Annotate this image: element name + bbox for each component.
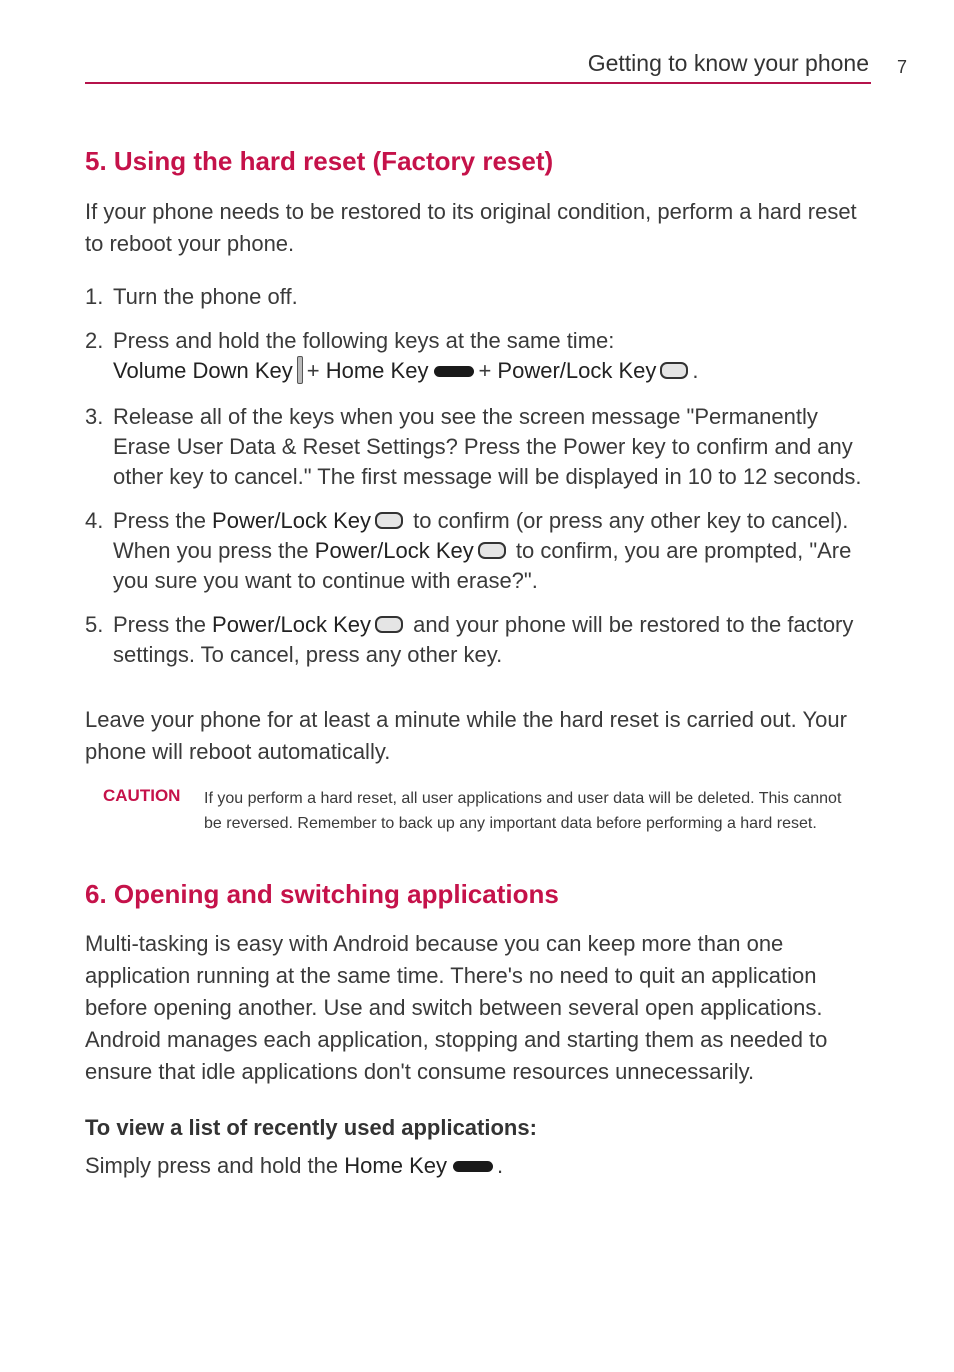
- section-6-title: 6. Opening and switching applications: [85, 879, 559, 909]
- section-5-title: 5. Using the hard reset (Factory reset): [85, 146, 554, 176]
- home-key-label: Home Key: [325, 358, 429, 383]
- power-lock-key-icon: [375, 616, 403, 633]
- instruction-end: .: [496, 1153, 504, 1178]
- step-text: Press the: [113, 508, 213, 534]
- plus-sign: +: [306, 358, 326, 383]
- plus-sign: +: [478, 358, 498, 383]
- home-key-label: Home Key: [344, 1153, 447, 1178]
- section-5-after: Leave your phone for at least a minute while the hard reset is carried out. Your phone will reboot automatically.: [85, 707, 847, 764]
- recent-apps-instruction: [85, 1150, 875, 1182]
- page-number: 7: [897, 57, 908, 77]
- power-lock-key-label: Power/Lock Key: [212, 508, 372, 534]
- step-1: [85, 282, 875, 312]
- power-lock-key-icon: [660, 362, 688, 379]
- power-lock-key-label: Power/Lock Key: [212, 612, 372, 638]
- step-text: to confirm, you are prompted, "Are you sure you want to continue with erase?".: [113, 538, 852, 594]
- home-key-icon: [434, 366, 474, 377]
- step-number: 5.: [85, 612, 104, 638]
- recent-apps-subheading: To view a list of recently used applications:: [85, 1115, 537, 1140]
- power-lock-key-label: Power/Lock Key: [314, 538, 474, 564]
- step-text: Turn the phone off.: [113, 284, 298, 309]
- power-lock-key-label: Power/Lock Key: [497, 358, 657, 383]
- step-3: [85, 402, 875, 492]
- caution-label: CAUTION: [103, 786, 181, 805]
- caution-text: If you perform a hard reset, all user applications and user data will be deleted. This cannot be reversed. Remember to back up any important data before performing a hard reset.: [204, 790, 842, 832]
- step-end: .: [692, 358, 699, 383]
- step-number: 1.: [85, 284, 104, 309]
- power-lock-key-icon: [478, 542, 506, 559]
- step-text: Press and hold the following keys at the same time:: [113, 328, 615, 353]
- step-number: 3.: [85, 404, 104, 430]
- step-2: [85, 326, 875, 388]
- hard-reset-steps: [85, 282, 875, 670]
- step-text: and your phone will be restored to the factory settings. To cancel, press any other key.: [113, 612, 854, 668]
- step-text: to confirm (or press any other key to cancel). When you press the: [113, 508, 849, 564]
- step-4: [85, 506, 875, 596]
- step-5: [85, 610, 875, 670]
- section-5-intro: If your phone needs to be restored to its original condition, perform a hard reset to reboot your phone.: [85, 199, 857, 256]
- section-6-body: Multi-tasking is easy with Android because you can keep more than one application running at the same time. There's no need to quit an application before opening another. Use and switch between several open applications. Android manages each application, stopping and starting them as needed to ensure that idle applications don't consume resources unnecessarily.: [85, 931, 828, 1084]
- instruction-text: Simply press and hold the: [85, 1153, 345, 1178]
- step-number: 2.: [85, 328, 104, 353]
- running-title: Getting to know your phone: [587, 50, 869, 76]
- volume-down-key-icon: [297, 356, 303, 384]
- volume-down-key-label: Volume Down Key: [113, 358, 293, 383]
- power-lock-key-icon: [375, 512, 403, 529]
- home-key-icon: [453, 1161, 493, 1172]
- running-header: [85, 48, 871, 84]
- step-text: Press the: [113, 612, 213, 638]
- step-text: Release all of the keys when you see the screen message "Permanently Erase User Data & Reset Settings? Press the Power key to confirm and any other key to cancel." The first message will be displayed in 10 to 12 seconds.: [113, 404, 862, 490]
- step-number: 4.: [85, 508, 104, 534]
